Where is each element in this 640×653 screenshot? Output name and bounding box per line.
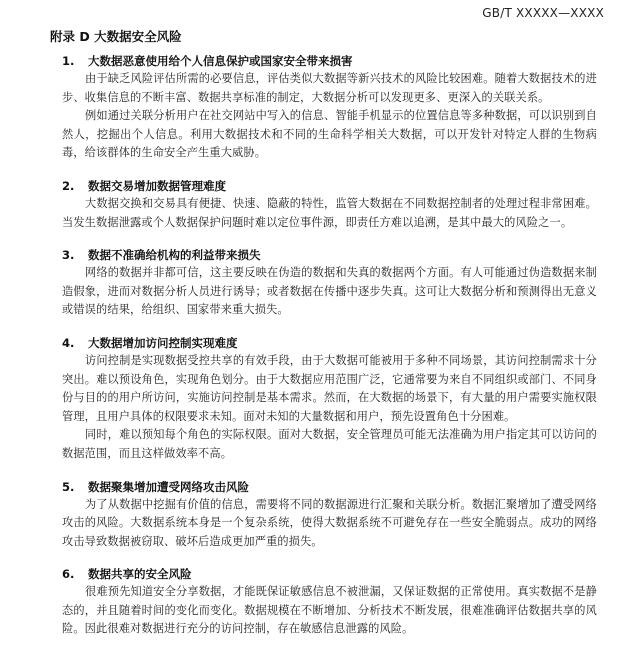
paragraph: 例如通过关联分析用户在社交网站中写入的信息、智能手机显示的位置信息等多种数据，可以识别到自然人，挖掘出个人信息。利用大数据技术和不同的生命科学相关大数据，可以开发针对特定人群的生物病毒，给该群体的生命安全产生重大威胁。 (62, 109, 597, 160)
section-number: 1. (62, 54, 75, 68)
section-number: 3. (62, 248, 75, 263)
section-1 (62, 52, 597, 163)
section-title: 数据不准确给机构的利益带来损失 (88, 248, 261, 263)
section-heading (62, 334, 597, 352)
section-title: 数据交易增加数据管理难度 (88, 178, 226, 193)
paragraph: 同时，难以预知每个角色的实际权限。面对大数据，安全管理员可能无法准确为用户指定其可以访问的数据范围，而且这样做效率不高。 (62, 428, 597, 460)
section-heading (62, 177, 597, 195)
paragraph: 访问控制是实现数据受控共享的有效手段，由于大数据可能被用于多种不同场景，其访问控制需求十分突出。难以预设角色，实现角色划分。由于大数据应用范围广泛，它通常要为来自不同组织或部门、不同身份与目的的用户所访问，实施访问控制是基本需求。然而，在大数据的场景下，有大量的用户需要实施权限管理，且用户具体的权限要求未知。面对未知的大量数据和用户，预先设置角色十分困难。 (62, 353, 597, 423)
section-heading (62, 52, 597, 70)
section-title: 数据聚集增加遭受网络攻击风险 (88, 479, 249, 494)
section-title: 数据共享的安全风险 (88, 567, 192, 582)
section-heading (62, 565, 597, 583)
paragraph: 很难预先知道安全分享数据，才能既保证敏感信息不被泄漏，又保证数据的正常使用。真实数据不是静态的，并且随着时间的变化而变化。数据规模在不断增加、分析技术不断发展，很难准确评估数据共享的风险。因此很难对数据进行充分的访问控制，存在敏感信息泄露的风险。 (62, 585, 597, 636)
section-number: 4. (62, 335, 75, 350)
section-number: 6. (62, 567, 75, 582)
section-3 (62, 246, 597, 320)
section-5 (62, 478, 597, 552)
paragraph: 为了从数据中挖掘有价值的信息，需要将不同的数据源进行汇聚和关联分析。数据汇聚增加了遭受网络攻击的风险。大数据系统本身是一个复杂系统，使得大数据系统不可避免存在一些安全脆弱点。成功的网络攻击导致数据被窃取、破坏后造成更加严重的损失。 (62, 497, 597, 548)
appendix-title: 附录 D 大数据安全风险 (50, 29, 182, 44)
section-number: 5. (62, 479, 75, 494)
standard-code: GB/T XXXXX—XXXX (482, 6, 604, 20)
paragraph: 网络的数据并非都可信，这主要反映在伪造的数据和失真的数据两个方面。有人可能通过伪造数据来制造假象，进而对数据分析人员进行诱导；或者数据在传播中逐步失真。这可让大数据分析和预测得出无意义或错误的结果，给组织、国家带来重大损失。 (62, 266, 597, 317)
section-title: 大数据增加访问控制实现难度 (88, 335, 238, 350)
section-2 (62, 177, 597, 232)
section-title: 大数据恶意使用给个人信息保护或国家安全带来损害 (88, 54, 353, 68)
document-body (62, 52, 597, 653)
section-4 (62, 334, 597, 464)
section-heading (62, 478, 597, 496)
paragraph: 由于缺乏风险评估所需的必要信息，评估类似大数据等新兴技术的风险比较困难。随着大数据技术的进步、收集信息的不断丰富、数据共享标准的制定，大数据分析可以发现更多、更深入的关联关系。 (62, 72, 597, 104)
paragraph: 大数据交换和交易具有便捷、快速、隐蔽的特性，监管大数据在不同数据控制者的处理过程非常困难。当发生数据泄露或个人数据保护问题时难以定位事件源，即责任方难以追溯，是其中最大的风险之一。 (62, 196, 597, 229)
section-6 (62, 565, 597, 639)
section-number: 2. (62, 178, 75, 193)
section-heading (62, 246, 597, 264)
